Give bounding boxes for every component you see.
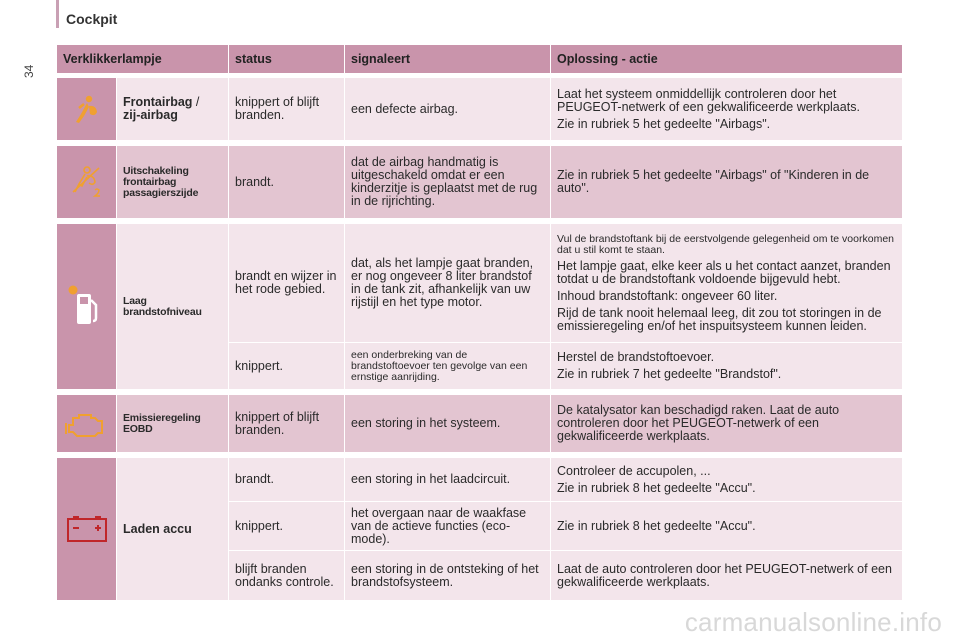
row-status: knippert. <box>229 502 345 551</box>
row-signal: een storing in het systeem. <box>345 395 551 453</box>
row-status: brandt. <box>229 146 345 219</box>
row-action: Vul de brandstoftank bij de eerstvolgende gelegenheid om te voorkomen dat u stil komt te staan. Het lampje gaat, elke keer als u het contact aanzet, branden totdat u de brandstoftank voldoende bijgevuld hebt. Inhoud brandstoftank: ongeveer 60 liter. Rijd de tank nooit helemaal leeg, dit zou tot storingen in de emissieregeling en/of het inspuitsysteem kunnen leiden. <box>551 224 903 343</box>
row-status: brandt en wijzer in het rode gebied. <box>229 224 345 343</box>
row-action: Laat de auto controleren door het PEUGEOT-netwerk of een gekwalificeerde werkplaats. <box>551 551 903 601</box>
table-row <box>57 146 903 219</box>
icon-cell <box>57 146 117 219</box>
icon-cell <box>57 395 117 453</box>
row-signal: het overgaan naar de waakfase van de actieve functies (eco-mode). <box>345 502 551 551</box>
table-row <box>57 78 903 141</box>
icon-cell <box>57 78 117 141</box>
row-signal: een storing in het laadcircuit. <box>345 458 551 502</box>
row-status: brandt. <box>229 458 345 502</box>
fuel-pump-icon <box>57 284 116 330</box>
page-number: 34 <box>22 64 36 78</box>
row-action: Laat het systeem onmiddellijk controleren door het PEUGEOT-netwerk of een gekwalificeerde werkplaats. Zie in rubriek 5 het gedeelte "Airbags". <box>551 78 903 141</box>
row-name: Uitschakeling frontairbag passagierszijde <box>117 146 229 219</box>
table-row <box>57 224 903 343</box>
row-status: knippert of blijft branden. <box>229 78 345 141</box>
passenger-airbag-off-icon <box>57 162 116 202</box>
section-title: Cockpit <box>66 11 118 27</box>
battery-icon <box>57 515 116 543</box>
row-name: Laden accu <box>117 458 229 601</box>
row-action: Herstel de brandstoftoevoer. Zie in rubriek 7 het gedeelte "Brandstof". <box>551 343 903 390</box>
row-action: De katalysator kan beschadigd raken. Laat de auto controleren door het PEUGEOT-netwerk of een gekwalificeerde werkplaats. <box>551 395 903 453</box>
row-signal: een onderbreking van de brandstoftoevoer ten gevolge van een ernstige aanrijding. <box>345 343 551 390</box>
table-row <box>57 395 903 453</box>
row-signal: een defecte airbag. <box>345 78 551 141</box>
row-name: Emissieregeling EOBD <box>117 395 229 453</box>
header-oplossing: Oplossing - actie <box>551 45 903 73</box>
header-signaleert: signaleert <box>345 45 551 73</box>
engine-check-icon <box>57 409 116 439</box>
icon-cell <box>57 224 117 390</box>
table-row <box>57 458 903 502</box>
header-status: status <box>229 45 345 73</box>
row-signal: een storing in de ontsteking of het brandstofsysteem. <box>345 551 551 601</box>
row-action: Controleer de accupolen, ... Zie in rubriek 8 het gedeelte "Accu". <box>551 458 903 502</box>
row-status: knippert of blijft branden. <box>229 395 345 453</box>
row-status: blijft branden ondanks controle. <box>229 551 345 601</box>
row-status: knippert. <box>229 343 345 390</box>
row-action: Zie in rubriek 5 het gedeelte "Airbags" of "Kinderen in de auto". <box>551 146 903 219</box>
row-signal: dat de airbag handmatig is uitgeschakeld omdat er een kinderzitje is geplaatst met de rug in de rijrichting. <box>345 146 551 219</box>
row-name: Laag brandstofniveau <box>117 224 229 390</box>
row-name: Frontairbag / zij-airbag <box>117 78 229 141</box>
watermark: carmanualsonline.info <box>684 607 942 637</box>
row-signal: dat, als het lampje gaat branden, er nog ongeveer 8 liter brandstof in de tank zit, afhankelijk van uw rijstijl en het type motor. <box>345 224 551 343</box>
row-action: Zie in rubriek 8 het gedeelte "Accu". <box>551 502 903 551</box>
table-header-row <box>57 45 903 73</box>
airbag-warning-icon <box>57 92 116 126</box>
icon-cell <box>57 458 117 601</box>
section-marker <box>56 0 59 28</box>
warning-lights-table <box>57 45 903 601</box>
header-verklikkerlampje: Verklikkerlampje <box>57 45 229 73</box>
